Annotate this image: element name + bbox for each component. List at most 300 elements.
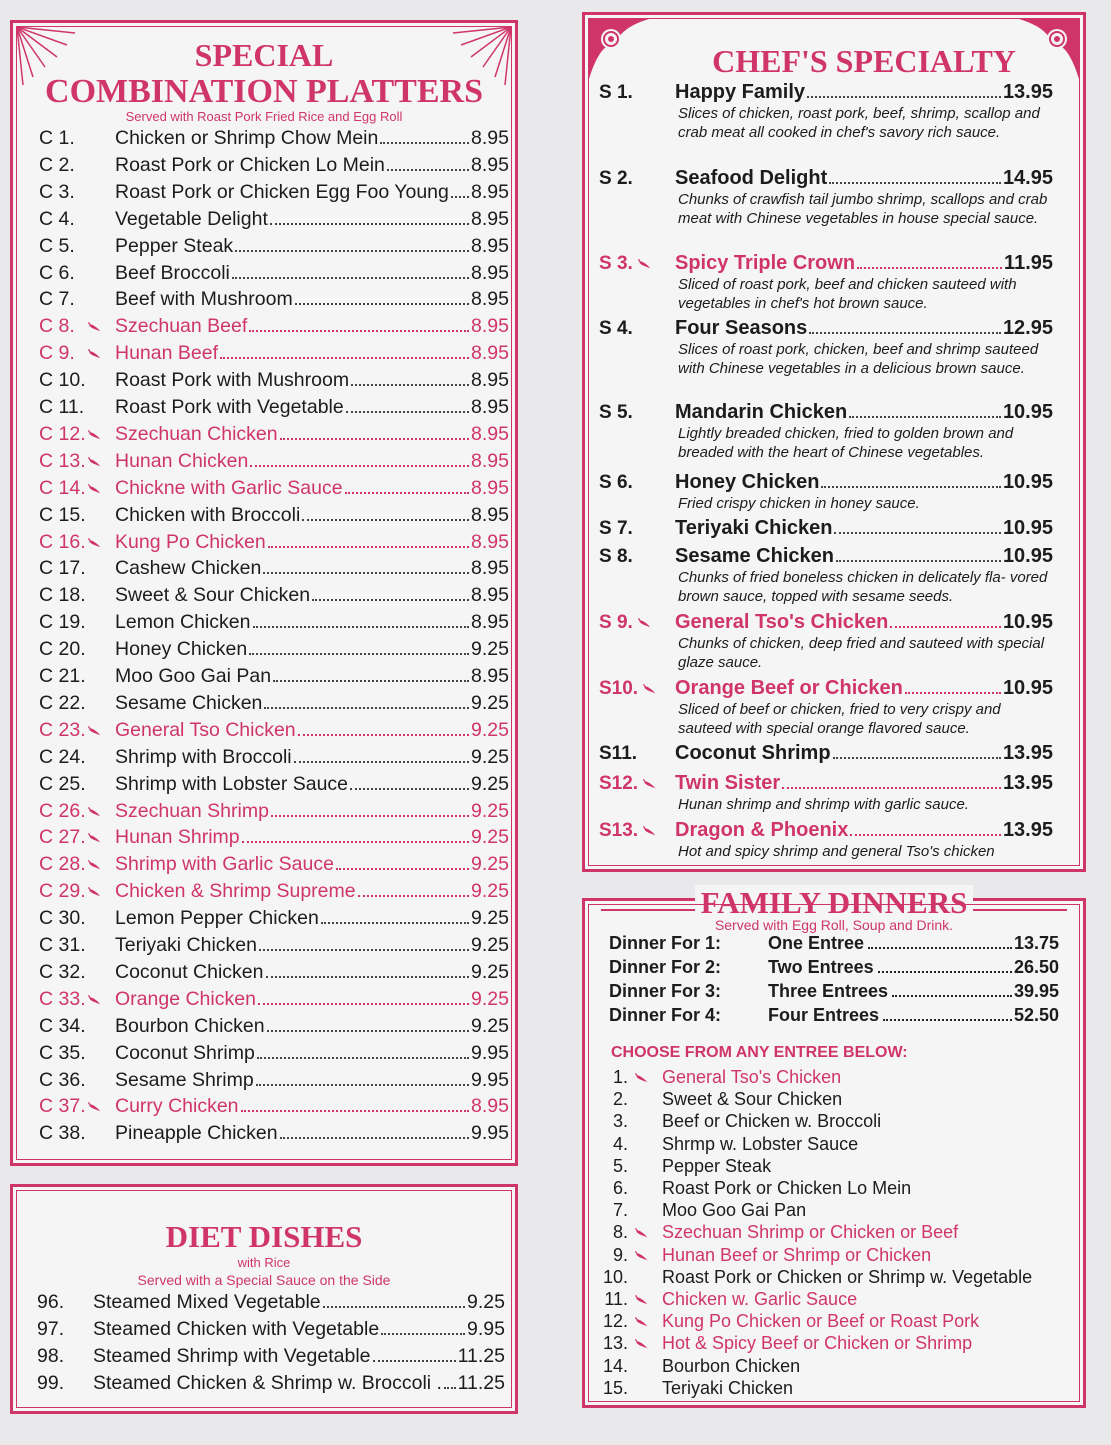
pepper-slot (628, 1333, 662, 1354)
item-code: C 18. (39, 584, 86, 607)
chili-pepper-icon (87, 450, 101, 460)
chili-pepper-icon (87, 853, 101, 863)
combo-item-row (39, 692, 509, 719)
chef-item (599, 545, 1069, 606)
item-code: C 2. (39, 153, 75, 176)
item-price: 10.95 (1002, 545, 1053, 567)
leader-dots (833, 757, 1001, 759)
diet-item-row (37, 1345, 505, 1368)
item-code: C 3. (39, 180, 75, 203)
entree-number: 4. (612, 1133, 628, 1154)
item-price: 9.25 (471, 987, 509, 1010)
item-description: Lightly breaded chicken, fried to golden brown and breaded with the heart of Chinese vegetables. (678, 425, 1014, 461)
combo-item-row (39, 315, 509, 342)
item-code: C 10. (39, 369, 86, 392)
leader-dots (836, 560, 1001, 562)
item-code-text: S 3. (599, 253, 633, 274)
combo-item-row (39, 611, 509, 638)
item-code: C 24. (39, 745, 86, 768)
item-price: 9.95 (471, 1041, 509, 1064)
item-name: Happy Family (675, 81, 806, 103)
item-name: General Tso's Chicken (675, 611, 889, 633)
entree-row (601, 1311, 979, 1332)
item-price: 8.95 (471, 127, 509, 149)
item-code (599, 820, 675, 842)
leader-dots (312, 599, 469, 601)
combo-item-row (39, 853, 509, 880)
item-code: C 7. (39, 288, 75, 311)
item-name: Chicken & Shrimp Supreme (115, 880, 356, 903)
item-price: 10.95 (1002, 401, 1053, 423)
dinner-price: 13.75 (1013, 933, 1059, 953)
combo-item-row (39, 342, 509, 369)
leader-dots (821, 486, 1000, 488)
item-code-text: S 4. (599, 318, 633, 339)
entree-number: 6. (612, 1178, 628, 1198)
dinner-label: Dinner For 3: (609, 981, 722, 1001)
combo-item-row (39, 1042, 509, 1069)
entree-row (601, 1356, 800, 1377)
item-description: Slices of chicken, roast pork, beef, shrimp, scallop and crab meat all cooked in chef's savory rich sauce. (678, 105, 1040, 141)
item-description: Fried crispy chicken in honey sauce. (678, 495, 920, 512)
item-code-text: S 2. (599, 168, 633, 189)
item-price: 9.95 (467, 1318, 505, 1340)
chef-item-row (599, 401, 1053, 424)
diet-subtitle-sauce: Served with a Special Sauce on the Side (137, 1272, 391, 1288)
leader-dots (892, 995, 1012, 997)
item-code (599, 612, 675, 634)
leader-dots (271, 815, 469, 817)
leader-dots (834, 532, 1000, 534)
leader-dots (241, 1110, 470, 1112)
choose-heading: CHOOSE FROM ANY ENTREE BELOW: (611, 1044, 908, 1061)
item-name: Vegetable Delight (115, 207, 268, 230)
chili-pepper-icon (87, 531, 101, 541)
leader-dots (857, 267, 1002, 269)
leader-dots (807, 96, 1001, 98)
item-price: 8.95 (471, 396, 509, 418)
entree-row (601, 1067, 841, 1088)
leader-dots (249, 653, 469, 655)
combo-item-row (39, 1069, 509, 1096)
item-code: C 38. (39, 1122, 86, 1145)
entree-row (601, 1178, 911, 1199)
item-description: Chunks of fried boneless chicken in delicately fla- vored brown sauce, topped with sesame seeds. (678, 569, 1048, 605)
chef-item (599, 167, 1069, 228)
chili-pepper-icon (642, 773, 662, 783)
family-title (585, 885, 1083, 921)
item-name: Seafood Delight (675, 167, 828, 189)
dinner-row (609, 957, 1059, 978)
item-code-text: S 8. (599, 546, 633, 567)
chili-pepper-icon (87, 826, 101, 836)
item-description: Sliced of beef or chicken, fried to very crispy and sauteed with special orange flavored sauce. (678, 701, 1001, 737)
entree-name: General Tso's Chicken (662, 1067, 842, 1087)
item-price: 8.95 (471, 180, 509, 203)
entree-number: 11. (604, 1289, 628, 1309)
leader-dots (883, 1019, 1012, 1021)
item-code (599, 546, 675, 568)
diet-subtitle-rice: with Rice (237, 1255, 291, 1270)
entree-name: Moo Goo Gai Pan (662, 1200, 807, 1221)
entree-number: 14. (602, 1355, 628, 1376)
family-dinners-panel (582, 885, 1086, 1408)
chef-item (599, 742, 1069, 765)
item-code: C 20. (39, 638, 86, 661)
leader-dots (242, 841, 469, 843)
item-name: Twin Sister (675, 772, 781, 794)
item-name: Orange Chicken (115, 987, 256, 1010)
item-code (599, 168, 675, 190)
leader-dots (258, 1003, 469, 1005)
item-name: Roast Pork with Vegetable (115, 396, 344, 418)
leader-dots (302, 519, 469, 521)
item-price: 8.95 (471, 315, 509, 338)
item-price: 9.25 (471, 826, 509, 849)
item-description: Hunan shrimp and shrimp with garlic sauce. (678, 796, 969, 813)
item-code: C 15. (39, 503, 86, 526)
item-name: Teriyaki Chicken (675, 517, 833, 539)
combo-item-row (39, 127, 509, 154)
diet-item-row (37, 1372, 505, 1395)
chili-pepper-icon (87, 719, 101, 729)
leader-dots (358, 895, 469, 897)
entree-row (601, 1378, 793, 1399)
item-description: Sliced of roast pork, beef and chicken sauteed with vegetables in chef's hot brown sauce. (678, 276, 1017, 312)
item-name: Four Seasons (675, 317, 808, 339)
item-code: C 23. (39, 718, 86, 741)
item-description: Slices of roast pork, chicken, beef and shrimp sauteed with Chinese vegetables in a delicious brown sauce. (678, 341, 1039, 377)
item-price: 9.25 (471, 907, 509, 930)
chili-pepper-icon (87, 880, 101, 890)
item-price: 11.25 (457, 1345, 505, 1367)
item-code (599, 402, 675, 424)
combo-item-row (39, 1095, 509, 1122)
chef-item-row (599, 81, 1053, 104)
chef-item (599, 677, 1069, 738)
item-name: Curry Chicken (115, 1095, 239, 1118)
leader-dots (444, 1387, 456, 1389)
entree-name: Kung Po Chicken or Beef or Roast Pork (662, 1311, 980, 1332)
item-name: Sesame Chicken (675, 545, 834, 567)
item-name: Hunan Shrimp (115, 826, 240, 849)
combo-item-row (39, 584, 509, 611)
item-code: C 9. (39, 342, 75, 365)
item-price: 10.95 (1002, 471, 1053, 493)
combo-item-row (39, 988, 509, 1015)
leader-dots (273, 680, 469, 682)
chili-pepper-icon (642, 820, 662, 830)
leader-dots (253, 626, 470, 628)
leader-dots (250, 465, 469, 467)
dinner-price: 26.50 (1013, 957, 1059, 977)
chef-item-row (599, 517, 1053, 540)
entree-name: Sweet & Sour Chicken (662, 1089, 843, 1110)
dinner-row (609, 1005, 1059, 1026)
entree-number: 10. (602, 1266, 628, 1287)
item-price: 8.95 (471, 503, 509, 526)
item-name: Beef with Mushroom (115, 288, 293, 311)
combo-subtitle: Served with Roast Pork Fried Rice and Egg Roll (125, 109, 403, 124)
item-name: Cashew Chicken (115, 557, 262, 580)
item-name: Sesame Shrimp (115, 1068, 254, 1091)
item-code: C 8. (39, 315, 75, 338)
item-price: 8.95 (471, 288, 509, 311)
item-price: 9.25 (471, 934, 509, 956)
item-code: C 17. (39, 557, 86, 580)
item-name: Honey Chicken (675, 471, 820, 493)
chef-item-row (599, 611, 1053, 634)
item-name: Orange Beef or Chicken (675, 677, 903, 699)
item-price: 9.25 (471, 718, 509, 741)
item-code (599, 678, 675, 700)
combo-item-row (39, 934, 509, 961)
leader-dots (373, 1360, 456, 1362)
item-code: C 1. (39, 127, 75, 149)
leader-dots (268, 546, 469, 548)
leader-dots (451, 196, 469, 198)
item-price: 9.25 (467, 1291, 505, 1313)
combo-item-row (39, 800, 509, 827)
item-name: Pineapple Chicken (115, 1122, 278, 1145)
item-price: 11.25 (457, 1372, 505, 1394)
chef-item (599, 772, 1069, 814)
item-code: C 21. (39, 665, 86, 687)
item-code-text: S13. (599, 820, 639, 841)
leader-dots (235, 250, 469, 252)
item-name: Spicy Triple Crown (675, 252, 856, 274)
leader-dots (323, 1306, 465, 1308)
combo-item-row (39, 746, 509, 773)
entree-number: 9. (612, 1244, 628, 1265)
item-name: Moo Goo Gai Pan (115, 665, 272, 687)
item-price: 9.95 (471, 1068, 509, 1091)
combo-item-row (39, 880, 509, 907)
chef-item-row (599, 819, 1053, 842)
dinner-label: Dinner For 4: (609, 1005, 722, 1025)
entree-name: Pepper Steak (662, 1155, 772, 1176)
item-code: C 11. (39, 396, 85, 418)
entree-number: 7. (612, 1200, 628, 1221)
combo-item-row (39, 557, 509, 584)
pepper-slot (628, 1245, 662, 1266)
item-price: 8.95 (471, 422, 509, 445)
chef-item-row (599, 252, 1053, 275)
chili-pepper-icon (634, 1289, 662, 1310)
entree-row (601, 1134, 858, 1155)
item-code: C 35. (39, 1041, 86, 1064)
leader-dots (280, 1137, 469, 1139)
item-name: Bourbon Chicken (115, 1014, 265, 1037)
entree-row (601, 1289, 857, 1310)
leader-dots (280, 438, 469, 440)
combo-item-row (39, 638, 509, 665)
entree-row (601, 1156, 771, 1177)
item-code (599, 773, 675, 795)
entree-name: Teriyaki Chicken (662, 1377, 794, 1398)
chef-title: CHEF'S SPECIALTY (712, 43, 1016, 79)
chef-item (599, 471, 1069, 513)
entree-row (601, 1111, 881, 1132)
dinner-price: 39.95 (1013, 981, 1059, 1001)
chef-item-row (599, 471, 1053, 494)
combo-item-row (39, 1015, 509, 1042)
item-name: Mandarin Chicken (675, 401, 848, 423)
chef-item-row (599, 677, 1053, 700)
pepper-slot (628, 1067, 662, 1088)
item-code: C 36. (39, 1068, 86, 1091)
entree-name: Shrmp w. Lobster Sauce (662, 1133, 859, 1154)
leader-dots (336, 868, 469, 870)
item-code-text: S 9. (599, 612, 633, 633)
item-price: 13.95 (1002, 819, 1053, 841)
dinner-label: Dinner For 2: (609, 957, 722, 977)
item-name: Kung Po Chicken (115, 530, 266, 553)
entree-number: 12. (602, 1311, 628, 1332)
combo-item-row (39, 450, 509, 477)
item-name: Shrimp with Broccoli (115, 745, 292, 768)
leader-dots (350, 788, 469, 790)
chili-pepper-icon (87, 315, 101, 325)
chili-pepper-icon (637, 253, 657, 263)
leader-dots (782, 787, 1001, 789)
chili-pepper-icon (634, 1067, 662, 1088)
chili-pepper-icon (87, 1095, 101, 1105)
entree-name: Roast Pork or Chicken or Shrimp w. Vegetable (662, 1266, 1033, 1287)
entree-number: 3. (612, 1111, 628, 1132)
chef-item-row (599, 742, 1053, 765)
combo-item-row (39, 665, 509, 692)
leader-dots (232, 277, 469, 279)
chili-pepper-icon (87, 988, 101, 998)
leader-dots (829, 182, 1001, 184)
item-price: 8.95 (471, 530, 509, 553)
item-code (599, 743, 675, 765)
combo-item-row (39, 826, 509, 853)
item-price: 10.95 (1002, 517, 1053, 539)
item-code: C 34. (39, 1014, 86, 1037)
entree-name: Chicken w. Garlic Sauce (662, 1289, 858, 1309)
item-code: C 27. (39, 826, 86, 849)
leader-dots (345, 492, 469, 494)
chili-pepper-icon (634, 1311, 662, 1332)
item-name: Coconut Shrimp (115, 1041, 255, 1064)
item-price: 8.95 (471, 611, 509, 634)
dinner-row (609, 933, 1059, 954)
leader-dots (351, 384, 469, 386)
item-name: Szechuan Beef (115, 315, 248, 338)
item-name: Sweet & Sour Chicken (115, 584, 311, 607)
leader-dots (387, 169, 469, 171)
diet-item-row (37, 1291, 505, 1314)
combo-item-row (39, 531, 509, 558)
pepper-slot (628, 1222, 662, 1243)
item-name: Hunan Beef (115, 342, 218, 365)
item-name: Szechuan Chicken (115, 422, 278, 445)
item-price: 8.95 (471, 449, 509, 472)
item-name: Shrimp with Lobster Sauce (115, 772, 349, 795)
combo-item-row (39, 961, 509, 988)
item-code (599, 472, 675, 494)
leader-dots (868, 947, 1012, 949)
chef-item-row (599, 545, 1053, 568)
item-code: C 30. (39, 907, 86, 930)
item-name: Roast Pork with Mushroom (115, 369, 350, 392)
dinner-label: Dinner For 1: (609, 933, 722, 953)
chef-item-row (599, 772, 1053, 795)
item-price: 8.95 (471, 342, 509, 365)
chili-pepper-icon (634, 1222, 662, 1243)
leader-dots (256, 1084, 469, 1086)
leader-dots (878, 971, 1012, 973)
item-name: Chicken with Broccoli (115, 503, 301, 526)
item-price: 9.25 (471, 1014, 509, 1037)
chili-pepper-icon (87, 477, 101, 487)
diet-title: DIET DISHES (165, 1219, 363, 1254)
combo-item-row (39, 907, 509, 934)
chef-item (599, 317, 1069, 378)
pepper-slot (628, 1289, 662, 1310)
item-name: Lemon Chicken (115, 611, 251, 634)
chili-pepper-icon (87, 800, 101, 810)
leader-dots (809, 332, 1001, 334)
item-code-text: S 6. (599, 472, 633, 493)
chili-pepper-icon (634, 1245, 662, 1266)
item-code: C 6. (39, 261, 75, 284)
leader-dots (266, 976, 470, 978)
combo-item-row (39, 181, 509, 208)
family-subtitle: Served with Egg Roll, Soup and Drink. (714, 917, 954, 933)
item-code-text: S 5. (599, 402, 633, 423)
item-code: C 4. (39, 207, 75, 230)
leader-dots (381, 1333, 465, 1335)
leader-dots (249, 330, 469, 332)
leader-dots (298, 734, 469, 736)
combo-item-row (39, 288, 509, 315)
combo-item-row (39, 154, 509, 181)
item-price: 10.95 (1002, 677, 1053, 699)
item-name: Coconut Shrimp (675, 742, 831, 764)
item-code: C 31. (39, 934, 86, 956)
entree-row (601, 1200, 806, 1221)
combo-title-line1: SPECIAL (194, 37, 334, 73)
item-price: 9.25 (471, 691, 509, 714)
dinner-row (609, 981, 1059, 1002)
leader-dots (220, 357, 469, 359)
chef-item (599, 517, 1069, 540)
item-price: 8.95 (471, 665, 509, 687)
item-code (599, 253, 675, 275)
item-price: 8.95 (471, 584, 509, 607)
item-price: 9.25 (471, 960, 509, 983)
item-name: Lemon Pepper Chicken (115, 907, 319, 930)
item-code (599, 82, 675, 104)
item-price: 9.25 (471, 799, 509, 822)
dinner-entrees: Two Entrees (768, 957, 874, 977)
item-name: Sesame Chicken (115, 691, 263, 714)
pepper-slot (628, 1311, 662, 1332)
item-code: C 13. (39, 449, 86, 472)
item-price: 12.95 (1002, 317, 1053, 339)
entree-name: Hunan Beef or Shrimp or Chicken (662, 1244, 932, 1265)
leader-dots (267, 1030, 469, 1032)
leader-dots (264, 707, 469, 709)
chili-pepper-icon (87, 423, 101, 433)
item-price: 8.95 (471, 557, 509, 580)
item-name: Teriyaki Chicken (115, 934, 257, 956)
item-name: Roast Pork or Chicken Lo Mein (115, 153, 385, 176)
combo-item-row (39, 1122, 509, 1149)
